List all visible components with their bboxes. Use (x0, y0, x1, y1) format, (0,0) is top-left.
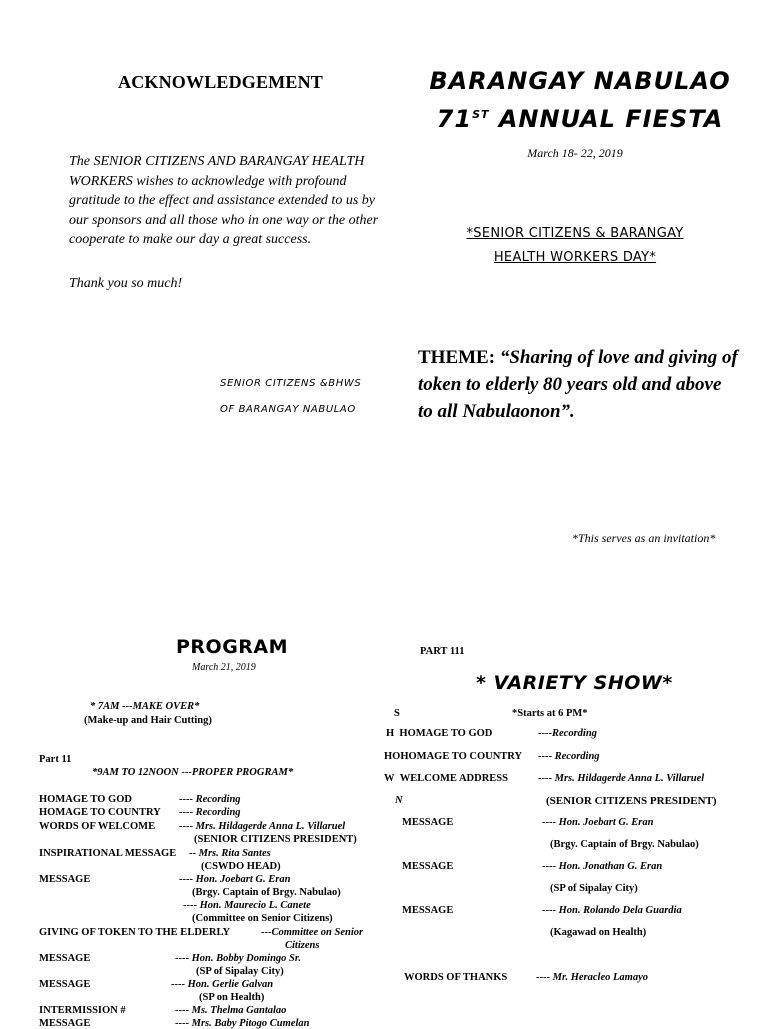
program-list (39, 794, 399, 1029)
program-row-value: -- Mrs. Rita Santes (189, 848, 271, 859)
program-row-sub: (SP on Health) (199, 992, 265, 1003)
program-row-value: ---- Hon. Joebart G. Eran (179, 874, 291, 885)
starts-letter: S (394, 708, 400, 719)
program-row-sub: (Brgy. Captain of Brgy. Nabulao) (192, 887, 341, 898)
program-row-label: GIVING OF TOKEN TO THE ELDERLY (39, 927, 231, 938)
program-row-value: ---- Ms. Thelma Gantalao (175, 1005, 287, 1016)
fiesta-ordinal-suffix: ST (472, 108, 490, 121)
theme-label: THEME: (418, 347, 500, 368)
program-row-sub: (SENIOR CITIZENS PRESIDENT) (194, 834, 357, 845)
invitation-note: *This serves as an invitation* (572, 531, 716, 545)
variety-row-label: WORDS OF THANKS (404, 972, 508, 983)
program-row-value: ---- Mrs. Baby Pitogo Cumelan (175, 1018, 310, 1029)
program-row-sub: Citizens (285, 940, 320, 951)
program-row-label: WORDS OF WELCOME (39, 821, 156, 832)
program-row-value: ---Committee on Senior (261, 927, 364, 938)
part-2-label: Part 11 (39, 754, 72, 765)
starts-time: *Starts at 6 PM* (512, 708, 588, 719)
makeover-line: * 7AM ---MAKE OVER* (90, 701, 200, 712)
program-row-label: MESSAGE (39, 953, 91, 964)
part-3-label: PART 111 (420, 646, 465, 657)
program-row-label: MESSAGE (39, 874, 91, 885)
variety-row-prefix: N (395, 795, 403, 806)
signature-line-2: OF BARANGAY NABULAO (220, 404, 356, 415)
program-title: PROGRAM (176, 636, 289, 658)
variety-row-sub: (SENIOR CITIZENS PRESIDENT) (546, 795, 717, 807)
senior-citizens-day-line-2: HEALTH WORKERS DAY* (493, 250, 657, 265)
program-row-sub: (CSWDO HEAD) (201, 861, 281, 872)
fiesta-date: March 18- 22, 2019 (527, 146, 623, 160)
program-row-label: INTERMISSION # (39, 1005, 126, 1016)
proper-program-line: *9AM TO 12NOON ---PROPER PROGRAM* (92, 767, 294, 778)
program-row-value: ---- Hon. Bobby Domingo Sr. (175, 953, 302, 964)
theme (418, 344, 738, 425)
variety-row-value: ----Recording (538, 728, 597, 739)
variety-row-label: MESSAGE (402, 905, 454, 916)
program-row-label: HOMAGE TO COUNTRY (39, 807, 161, 818)
program-row-value: ---- Recording (179, 794, 241, 805)
variety-row-value: ---- Hon. Rolando Dela Guardia (542, 905, 682, 916)
variety-list (384, 728, 768, 990)
fiesta-ordinal: 71 (436, 105, 473, 133)
variety-row-value: ---- Hon. Joebart G. Eran (542, 817, 654, 828)
program-row-label: HOMAGE TO GOD (39, 794, 132, 805)
theme-text: “Sharing of love and giving of token to elderly 80 years old and above to all Nabulaonon”. (418, 347, 738, 422)
fiesta-title-line-1: BARANGAY NABULAO (429, 67, 731, 95)
variety-row-value: ---- Recording (538, 751, 600, 762)
acknowledgement-thanks: Thank you so much! (69, 276, 183, 291)
fiesta-title-line-2 (400, 98, 760, 136)
variety-row-label: MESSAGE (402, 817, 454, 828)
program-row-sub: (Committee on Senior Citizens) (192, 913, 333, 924)
variety-row-label: MESSAGE (402, 861, 454, 872)
program-row-label: INSPIRATIONAL MESSAGE (39, 848, 177, 859)
makeover-sub: (Make-up and Hair Cutting) (84, 715, 212, 726)
program-row-label: MESSAGE (39, 979, 91, 990)
variety-row-label: W WELCOME ADDRESS (384, 773, 508, 784)
variety-row-sub: (Kagawad on Health) (550, 927, 647, 938)
variety-row-label: HOHOMAGE TO COUNTRY (384, 751, 523, 762)
program-row-value: ---- Hon. Maurecio L. Canete (183, 900, 311, 911)
fiesta-title-rest: ANNUAL FIESTA (489, 105, 724, 133)
program-row-label: MESSAGE (39, 1018, 91, 1029)
variety-row-sub: (Brgy. Captain of Brgy. Nabulao) (550, 839, 699, 850)
program-row-value: ---- Hon. Gerlie Galvan (171, 979, 274, 990)
variety-row-label: H HOMAGE TO GOD (386, 728, 493, 739)
fiesta-title (400, 64, 760, 136)
variety-row-value: ---- Hon. Jonathan G. Eran (542, 861, 663, 872)
signature-line-1: SENIOR CITIZENS &BHWS (220, 378, 362, 389)
senior-citizens-day-line-1: *SENIOR CITIZENS & BARANGAY (466, 226, 684, 241)
acknowledgement-title: ACKNOWLEDGEMENT (118, 72, 324, 92)
program-row-value: ---- Recording (179, 807, 241, 818)
program-row-sub: (SP of Sipalay City) (196, 966, 284, 977)
variety-row-sub: (SP of Sipalay City) (550, 883, 638, 894)
program-row-value: ---- Mrs. Hildagerde Anna L. Villaruel (179, 821, 346, 832)
acknowledgement-body: The SENIOR CITIZENS AND BARANGAY HEALTH WORKERS wishes to acknowledge with profound gratitude to the effect and assistance extended to us by our sponsors and all those who in one way or the other cooperate to make our day a great success. (69, 154, 379, 247)
variety-row-value: ---- Mr. Heracleo Lamayo (536, 972, 648, 983)
senior-citizens-day (410, 222, 740, 270)
program-date: March 21, 2019 (192, 662, 256, 673)
variety-row-value: ---- Mrs. Hildagerde Anna L. Villaruel (538, 773, 705, 784)
variety-show-title: * VARIETY SHOW* (476, 672, 673, 694)
